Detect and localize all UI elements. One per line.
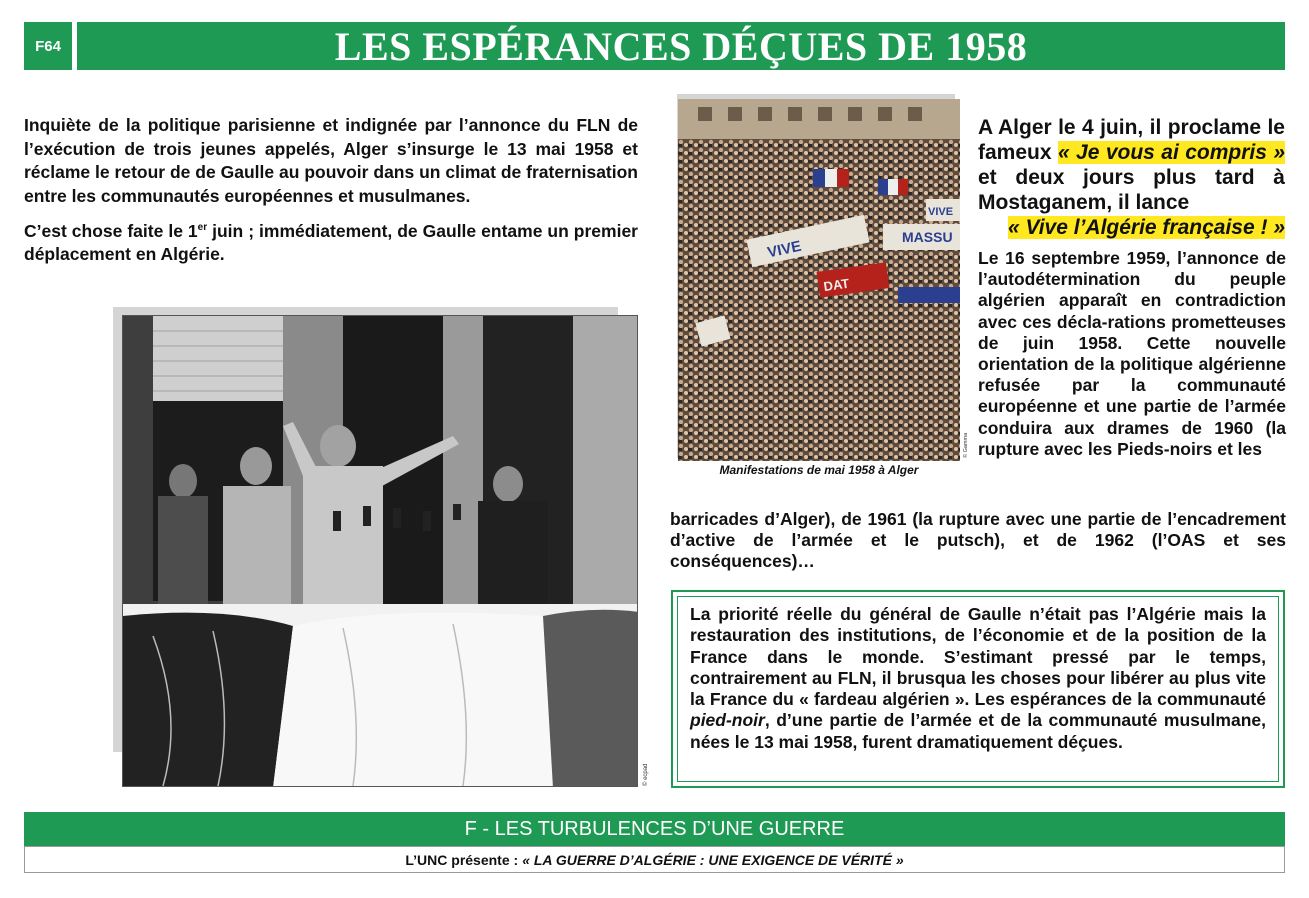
page-code: F64	[35, 37, 61, 55]
photo-credit-ecpad: © ecpad	[643, 763, 649, 786]
ordinal-superscript: er	[197, 222, 208, 233]
intro-paragraph-2	[24, 216, 638, 267]
quote-text-2: et deux jours plus tard à Mostaganem, il lance	[978, 166, 1285, 214]
photo-credit-gamma: © Gamma	[963, 432, 969, 458]
banner-text-massu: MASSU	[902, 229, 953, 245]
quote-highlight-je-vous-ai-compris: « Je vous ai compris »	[1057, 141, 1285, 164]
quote-text-1: A Alger le 4 juin, il proclame le fameux	[978, 116, 1285, 164]
banner-text-dat: DAT	[822, 275, 851, 295]
title-bar	[77, 22, 1285, 70]
body-text-right: Le 16 septembre 1959, l’annonce de l’autodétermination du peuple algérien apparaît en contradiction avec ces décla-rations prometteuses de juin 1958. Cette nouvelle orientation de la politique algérienne refusée par la communauté européenne et une partie de l’armée conduira aux drames de 1960 (la rupture avec les Pieds-noirs et les	[978, 248, 1286, 459]
page-code-badge	[24, 22, 72, 70]
photo-de-gaulle-balcony	[122, 315, 638, 787]
conclusion-emphasis: pied-noir	[690, 710, 765, 731]
quote-block	[978, 115, 1285, 240]
page-title: LES ESPÉRANCES DÉÇUES DE 1958	[334, 23, 1028, 69]
balcony-photo-illustration	[123, 316, 638, 787]
photo-crowd-algiers	[678, 99, 960, 461]
footer-presents: L’UNC présente :	[405, 851, 519, 868]
footer-section-bar	[24, 812, 1285, 846]
crowd-photo-illustration	[678, 99, 960, 461]
intro-text	[24, 114, 638, 275]
intro-paragraph-2-start: C’est chose faite le 1	[24, 220, 198, 241]
footer-credits	[24, 846, 1285, 873]
footer-book-title: « LA GUERRE D’ALGÉRIE : UNE EXIGENCE DE VÉRITÉ »	[522, 851, 904, 868]
conclusion-box	[671, 590, 1285, 788]
photo-caption: Manifestations de mai 1958 à Alger	[719, 463, 919, 477]
conclusion-text-1: La priorité réelle du général de Gaulle n’était pas l’Algérie mais la restauration des institutions, de l’économie et de la position de la France dans le monde. S’estimant pressé par le temps, contrairement au FLN, il brusqua les choses pour libérer au plus vite la France du « fardeau algérien ». Les espérances de la communauté	[690, 604, 1266, 710]
footer-section-title: F - LES TURBULENCES D’UNE GUERRE	[464, 817, 845, 840]
intro-paragraph-2-end: juin ; immédiatement, de Gaulle entame un premier déplacement en Algérie.	[24, 220, 638, 265]
conclusion-text-2: , d’une partie de l’armée et de la communauté musulmane, nées le 13 mai 1958, furent dramatiquement déçues.	[690, 710, 1266, 752]
quote-highlight-vive-algerie: « Vive l’Algérie française ! »	[1007, 216, 1285, 239]
banner-text-vive: VIVE	[765, 237, 803, 262]
body-text-wide: barricades d’Alger), de 1961 (la rupture avec une partie de l’encadrement d’active de l’armée et le putsch), et de 1962 (l’OAS et ses conséquences)…	[670, 509, 1286, 572]
banner-text-vive-2: VIVE	[928, 206, 954, 218]
intro-paragraph-1: Inquiète de la politique parisienne et indignée par l’annonce du FLN de l’exécution de trois jeunes appelés, Alger s’insurge le 13 mai 1958 et réclame le retour de de Gaulle au pouvoir dans un climat de fraternisation entre les communautés européennes et musulmanes.	[24, 115, 638, 206]
conclusion-text	[677, 596, 1279, 782]
